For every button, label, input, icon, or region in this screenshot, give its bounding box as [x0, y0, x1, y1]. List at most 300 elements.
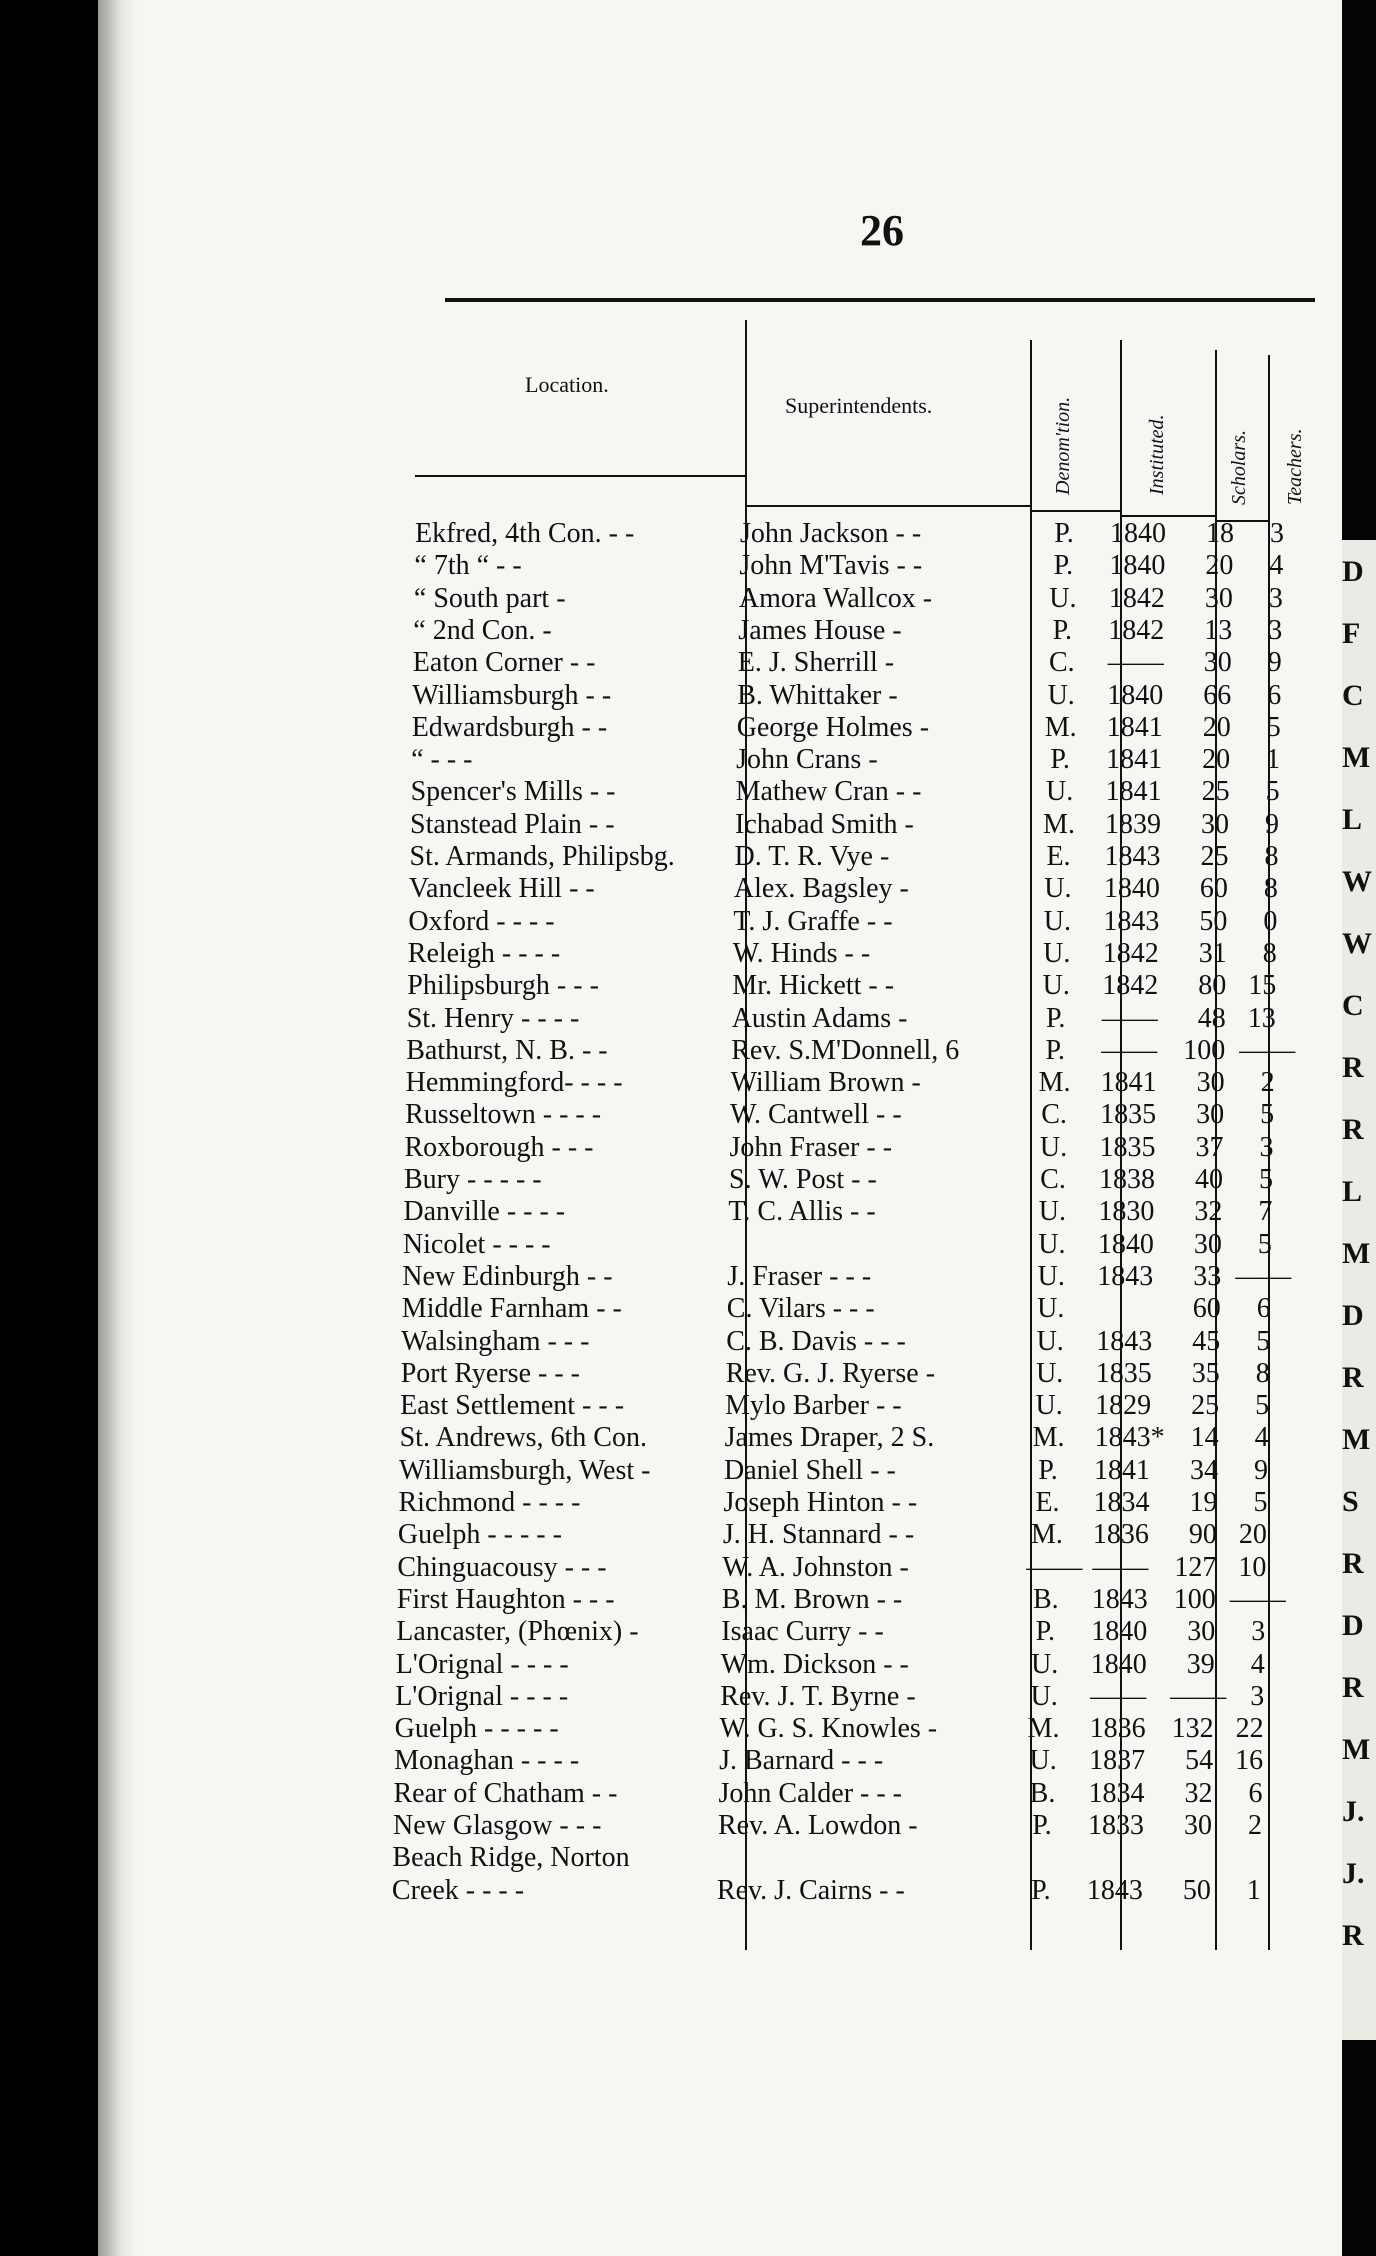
cell-teachers: 5 [1257, 1228, 1272, 1260]
cell-location: St. Armands, Philipsbg. [409, 841, 675, 872]
cell-denom: C. [1041, 1099, 1067, 1131]
cell-location: Oxford - - - - [408, 905, 555, 937]
table-row [0, 1584, 1318, 1616]
cell-location: First Haughton - - - [396, 1583, 615, 1615]
cell-instituted: 1843 [1097, 1260, 1154, 1292]
cell-location: Stanstead Plain - - [410, 808, 615, 840]
cell-denom: M. [1044, 711, 1077, 743]
cell-instituted: 1842 [1108, 614, 1165, 646]
cell-instituted: 1843 [1091, 1583, 1148, 1615]
facing-letter: C [1342, 989, 1364, 1022]
cell-denom: U. [1043, 905, 1072, 937]
cell-location: Lancaster, (Phœnix) - [396, 1616, 639, 1648]
cell-teachers: 6 [1248, 1777, 1263, 1809]
cell-instituted: 1841 [1094, 1454, 1150, 1486]
cell-teachers: 5 [1266, 711, 1281, 743]
cell-superintendent: T. J. Graffe - - [733, 905, 893, 937]
cell-denom: U. [1036, 1357, 1064, 1389]
cell-denom: M. [1032, 1422, 1065, 1454]
cell-location: L'Orignal - - - - [395, 1648, 569, 1680]
table-row [0, 1455, 1320, 1487]
cell-scholars: 60 [1192, 1293, 1221, 1325]
cell-teachers: 5 [1256, 1325, 1271, 1357]
cell-superintendent: John Jackson - - [740, 518, 922, 549]
cell-teachers: 1 [1266, 744, 1281, 776]
cell-location: Vancleek Hill - - [408, 873, 595, 905]
cell-location: Edwardsburgh - - [411, 711, 608, 743]
cell-superintendent: E. J. Sherrill - [737, 647, 895, 679]
cell-superintendent: W. Hinds - - [732, 937, 871, 969]
cell-location: “ - - - [411, 744, 473, 776]
cell-scholars: —— [1170, 1680, 1227, 1712]
cell-superintendent: William Brown - [730, 1067, 921, 1099]
cell-scholars: 19 [1189, 1487, 1218, 1518]
cell-teachers: 4 [1269, 550, 1284, 582]
cell-superintendent: B. M. Brown - - [721, 1583, 903, 1615]
cell-teachers: 8 [1263, 873, 1278, 905]
cell-teachers: 8 [1255, 1357, 1270, 1389]
cell-instituted: 1840 [1107, 679, 1164, 711]
cell-scholars: 80 [1198, 970, 1227, 1002]
cell-scholars: 127 [1174, 1551, 1217, 1583]
cell-superintendent: Alex. Bagsley - [733, 873, 909, 905]
cell-scholars: 30 [1193, 1228, 1222, 1260]
table-row [0, 776, 1332, 808]
table-row [0, 1164, 1325, 1196]
cell-scholars: 45 [1192, 1325, 1221, 1357]
cell-location: Roxborough - - - [404, 1131, 594, 1163]
cell-denom: M. [1030, 1519, 1063, 1551]
cell-denom: U. [1037, 1260, 1065, 1292]
cell-scholars: 33 [1193, 1260, 1222, 1292]
cell-superintendent: Rev. G. J. Ryerse - [725, 1357, 936, 1389]
cell-teachers: 3 [1270, 518, 1284, 549]
facing-letter: R [1342, 1361, 1364, 1394]
table-row [0, 1293, 1323, 1325]
table-row [0, 1745, 1315, 1777]
table-row [0, 1132, 1326, 1164]
cell-superintendent: B. Whittaker - [737, 679, 898, 711]
cell-instituted: —— [1090, 1680, 1147, 1712]
cell-denom: U. [1042, 970, 1070, 1002]
cell-denom: U. [1038, 1196, 1067, 1228]
cell-scholars: 20 [1202, 744, 1231, 776]
cell-location: Russeltown - - - - [405, 1099, 602, 1131]
facing-letter: D [1342, 555, 1364, 588]
cell-superintendent: John M'Tavis - - [739, 550, 923, 582]
cell-teachers: 1 [1246, 1874, 1261, 1906]
cell-instituted: 1834 [1093, 1487, 1150, 1518]
cell-scholars: 48 [1197, 1002, 1226, 1034]
table-row [0, 1616, 1317, 1648]
cell-superintendent: John Crans - [736, 744, 878, 776]
cell-scholars: 90 [1188, 1519, 1217, 1551]
cell-teachers: 9 [1254, 1454, 1268, 1486]
cell-instituted: —— [1092, 1551, 1149, 1583]
cell-scholars: 30 [1203, 647, 1232, 679]
cell-teachers: 6 [1256, 1293, 1271, 1325]
table-row [0, 1326, 1322, 1358]
cell-location: Releigh - - - - [407, 937, 561, 969]
cell-instituted: 1840 [1109, 550, 1166, 582]
cell-instituted: 1829 [1095, 1390, 1152, 1422]
cell-teachers: 5 [1255, 1390, 1270, 1422]
cell-superintendent: Rev. A. Lowdon - [718, 1810, 918, 1841]
cell-denom: P. [1045, 1002, 1066, 1034]
cell-denom: B. [1032, 1583, 1059, 1615]
cell-teachers: 13 [1247, 1002, 1276, 1034]
cell-instituted: 1834 [1088, 1777, 1145, 1809]
cell-instituted: 1843 [1086, 1874, 1143, 1906]
header-rule [745, 505, 1030, 507]
cell-superintendent: Mr. Hickett - - [732, 970, 895, 1002]
cell-denom: M. [1027, 1713, 1060, 1745]
cell-teachers: 8 [1262, 937, 1277, 969]
cell-scholars: 54 [1185, 1745, 1214, 1777]
table-row [0, 1552, 1318, 1584]
cell-scholars: 25 [1200, 841, 1229, 872]
cell-scholars: 35 [1191, 1357, 1220, 1389]
cell-denom: B. [1029, 1777, 1056, 1809]
cell-denom: U. [1035, 1390, 1063, 1422]
header-location: Location. [525, 372, 609, 397]
cell-teachers: 20 [1238, 1519, 1267, 1551]
cell-instituted: 1838 [1099, 1164, 1155, 1195]
cell-teachers: 2 [1248, 1810, 1262, 1841]
cell-scholars: 30 [1201, 808, 1229, 840]
cell-teachers: —— [1239, 1034, 1296, 1066]
facing-letter: L [1342, 803, 1363, 836]
table-row [0, 938, 1329, 970]
table-row [0, 1875, 1313, 1907]
cell-teachers: 3 [1251, 1616, 1266, 1648]
cell-teachers: 5 [1253, 1487, 1268, 1518]
cell-denom: U. [1037, 1293, 1065, 1325]
cell-teachers: 2 [1260, 1067, 1275, 1099]
cell-location: Ekfred, 4th Con. - - [415, 518, 635, 549]
table-row [0, 1649, 1317, 1681]
cell-denom: P. [1035, 1616, 1056, 1648]
facing-letter: M [1342, 741, 1371, 774]
cell-teachers: 0 [1263, 905, 1278, 937]
cell-teachers: 8 [1264, 841, 1279, 872]
cell-superintendent: J. Fraser - - - [727, 1260, 872, 1292]
cell-scholars: 37 [1195, 1131, 1224, 1163]
cell-denom: U. [1039, 1131, 1068, 1163]
facing-letter: M [1342, 1237, 1371, 1270]
cell-superintendent: John Fraser - - [729, 1131, 893, 1163]
cell-location: Guelph - - - - - [394, 1713, 559, 1745]
cell-instituted: 1839 [1105, 808, 1161, 840]
cell-location: Bathurst, N. B. - - [406, 1034, 608, 1066]
cell-instituted: 1830 [1098, 1196, 1155, 1228]
facing-letter: M [1342, 1733, 1371, 1766]
table-row [0, 1003, 1328, 1035]
header-rule [1120, 515, 1215, 517]
cell-scholars: 30 [1204, 582, 1233, 614]
cell-teachers: 16 [1235, 1745, 1264, 1777]
table-row [0, 906, 1329, 938]
table-row [0, 1519, 1319, 1551]
cell-location: Chinguacousy - - - [397, 1551, 607, 1583]
cell-instituted: 1842 [1102, 970, 1159, 1002]
header-scholars: Scholars. [1228, 430, 1250, 505]
cell-instituted: 1843 [1096, 1325, 1153, 1357]
table-row [0, 1713, 1316, 1745]
cell-scholars: 32 [1194, 1196, 1223, 1228]
header-superintendents: Superintendents. [785, 393, 933, 418]
cell-scholars: 100 [1183, 1034, 1226, 1066]
cell-denom: P. [1031, 1874, 1051, 1906]
cell-teachers: 3 [1250, 1680, 1265, 1712]
cell-denom: U. [1036, 1325, 1064, 1357]
cell-teachers: 5 [1265, 776, 1280, 808]
header-rule [415, 475, 745, 477]
table-row [0, 1229, 1324, 1261]
facing-letter: R [1342, 1547, 1364, 1580]
cell-scholars: 20 [1205, 550, 1234, 582]
cell-location: “ South part - [413, 582, 566, 614]
table-row [0, 1035, 1327, 1067]
cell-teachers: —— [1235, 1260, 1292, 1292]
cell-teachers: 4 [1250, 1648, 1265, 1680]
cell-superintendent: D. T. R. Vye - [734, 841, 890, 872]
table-row [0, 518, 1336, 550]
cell-location: Williamsburgh - - [412, 679, 612, 711]
table-row [0, 1099, 1326, 1131]
cell-scholars: 100 [1173, 1583, 1216, 1615]
cell-superintendent: Mathew Cran - - [735, 776, 922, 808]
cell-superintendent: Wm. Dickson - - [720, 1648, 909, 1680]
cell-superintendent: C. Vilars - - - [726, 1293, 875, 1325]
table-row [0, 1358, 1322, 1390]
cell-superintendent: George Holmes - [736, 711, 930, 743]
cell-instituted: 1842 [1108, 582, 1165, 614]
cell-instituted: —— [1101, 1034, 1158, 1066]
cell-scholars: 31 [1198, 937, 1227, 969]
cell-location: St. Henry - - - - [406, 1002, 580, 1034]
table-top-rule [445, 298, 1315, 302]
cell-denom: U. [1029, 1745, 1057, 1777]
table-row [0, 873, 1330, 905]
cell-teachers: 3 [1268, 614, 1283, 646]
cell-location: Guelph - - - - - [397, 1519, 562, 1551]
table-row [0, 1842, 1313, 1874]
cell-scholars: 25 [1191, 1390, 1220, 1422]
cell-instituted: —— [1107, 647, 1164, 679]
cell-location: East Settlement - - - [400, 1390, 625, 1422]
cell-instituted: 1842 [1102, 937, 1159, 969]
cell-superintendent: C. B. Davis - - - [726, 1325, 906, 1357]
cell-superintendent: Austin Adams - [731, 1002, 908, 1034]
header-rule [1030, 510, 1120, 512]
cell-location: Richmond - - - - [398, 1487, 581, 1518]
cell-superintendent: John Calder - - - [718, 1777, 903, 1809]
page-number: 26 [860, 206, 904, 255]
facing-letter: W [1342, 865, 1372, 898]
facing-letter: D [1342, 1609, 1364, 1642]
cell-denom: U. [1030, 1680, 1058, 1712]
header-denomination: Denom'tion. [1052, 396, 1074, 495]
cell-superintendent: Rev. J. T. Byrne - [720, 1680, 916, 1712]
cell-instituted: 1841 [1106, 744, 1163, 776]
facing-letter: M [1342, 1423, 1371, 1456]
cell-teachers: 6 [1267, 679, 1282, 711]
cell-scholars: 25 [1201, 776, 1230, 808]
cell-superintendent: James House - [738, 614, 902, 646]
cell-teachers: 5 [1259, 1164, 1273, 1195]
table-row [0, 841, 1331, 873]
cell-location: Beach Ridge, Norton [392, 1842, 630, 1874]
cell-scholars: 132 [1171, 1713, 1214, 1745]
table-row [0, 1778, 1315, 1810]
cell-scholars: 30 [1187, 1616, 1216, 1648]
cell-instituted: 1833 [1088, 1810, 1144, 1841]
table-row [0, 712, 1333, 744]
table-row [0, 1487, 1320, 1519]
cell-instituted: 1840 [1103, 873, 1160, 905]
cell-instituted: 1835 [1099, 1131, 1156, 1163]
facing-letter: R [1342, 1051, 1364, 1084]
cell-instituted: 1837 [1089, 1745, 1146, 1777]
cell-location: Williamsburgh, West - [399, 1454, 651, 1486]
cell-instituted: 1840 [1090, 1648, 1147, 1680]
cell-superintendent: J. Barnard - - - [719, 1745, 884, 1777]
header-teachers: Teachers. [1284, 428, 1306, 505]
cell-teachers: 5 [1260, 1099, 1275, 1131]
cell-teachers: 3 [1268, 582, 1283, 614]
cell-superintendent: Rev. S.M'Donnell, 6 [731, 1034, 960, 1066]
cell-location: Bury - - - - - [404, 1164, 542, 1195]
table-row [0, 550, 1335, 582]
cell-superintendent: Joseph Hinton - - [723, 1487, 918, 1518]
cell-denom: M. [1043, 808, 1075, 840]
cell-denom: M. [1038, 1067, 1071, 1099]
cell-scholars: 50 [1199, 905, 1228, 937]
cell-instituted: 1836 [1089, 1713, 1146, 1745]
cell-superintendent: Ichabad Smith - [735, 808, 914, 840]
table-row [0, 647, 1334, 679]
cell-superintendent: Mylo Barber - - [725, 1390, 902, 1422]
cell-location: “ 2nd Con. - [413, 614, 552, 646]
cell-scholars: 20 [1202, 711, 1231, 743]
cell-denom: —— [1026, 1551, 1083, 1583]
cell-teachers: 3 [1259, 1131, 1274, 1163]
cell-location: L'Orignal - - - - [395, 1680, 569, 1712]
facing-letter: J. [1342, 1857, 1365, 1890]
cell-superintendent: W. Cantwell - - [730, 1099, 902, 1131]
cell-superintendent: Isaac Curry - - [721, 1616, 884, 1648]
cell-teachers: —— [1229, 1583, 1286, 1615]
cell-location: “ 7th “ - - [414, 550, 522, 582]
cell-scholars: 40 [1195, 1164, 1223, 1195]
cell-superintendent: S. W. Post - - [729, 1164, 877, 1195]
cell-location: Philipsburgh - - - [407, 970, 599, 1002]
cell-teachers: 9 [1265, 808, 1279, 840]
facing-letter: R [1342, 1671, 1364, 1704]
table-row [0, 1261, 1323, 1293]
cell-superintendent: Daniel Shell - - [724, 1454, 896, 1486]
table-row [0, 615, 1334, 647]
cell-denom: U. [1038, 1228, 1066, 1260]
cell-location: St. Andrews, 6th Con. [399, 1422, 647, 1454]
cell-instituted: 1841 [1100, 1067, 1157, 1099]
cell-location: Creek - - - - [391, 1874, 525, 1906]
cell-instituted: 1836 [1092, 1519, 1149, 1551]
cell-scholars: 32 [1184, 1777, 1213, 1809]
table-row [0, 1681, 1316, 1713]
cell-instituted: 1843 [1104, 841, 1161, 872]
cell-instituted: 1843 [1103, 905, 1160, 937]
cell-location: Danville - - - - [403, 1196, 566, 1228]
header-instituted: Instituted. [1146, 414, 1168, 495]
table-row [0, 809, 1331, 841]
cell-location: New Edinburgh - - [402, 1260, 613, 1292]
cell-location: Walsingham - - - [401, 1325, 590, 1357]
cell-scholars: 60 [1199, 873, 1228, 905]
table-row [0, 1067, 1327, 1099]
facing-letter: R [1342, 1919, 1364, 1952]
facing-page-fragment [1336, 540, 1376, 2040]
cell-denom: P. [1054, 518, 1074, 549]
table-row [0, 680, 1333, 712]
cell-denom: P. [1045, 1034, 1065, 1066]
table-row [0, 744, 1332, 776]
cell-denom: C. [1048, 647, 1075, 679]
cell-scholars: 13 [1204, 614, 1233, 646]
cell-scholars: 39 [1186, 1648, 1215, 1680]
cell-denom: P. [1053, 550, 1074, 582]
cell-superintendent: J. H. Stannard - - [722, 1519, 915, 1551]
cell-instituted: 1841 [1106, 711, 1163, 743]
cell-denom: U. [1044, 873, 1072, 905]
cell-teachers: 7 [1258, 1196, 1273, 1228]
cell-scholars: 18 [1206, 518, 1234, 549]
cell-superintendent: Rev. J. Cairns - - [716, 1874, 905, 1906]
cell-denom: U. [1043, 937, 1071, 969]
table-row [0, 583, 1335, 615]
cell-denom: C. [1040, 1164, 1066, 1195]
cell-scholars: 30 [1196, 1099, 1225, 1131]
cell-location: Monaghan - - - - [394, 1745, 580, 1777]
cell-instituted: 1840 [1091, 1616, 1148, 1648]
cell-superintendent: T. C. Allis - - [728, 1196, 876, 1228]
facing-letter: D [1342, 1299, 1364, 1332]
cell-instituted: 1835 [1100, 1099, 1157, 1131]
facing-letter: S [1342, 1485, 1359, 1518]
cell-denom: P. [1052, 614, 1073, 646]
facing-letter: F [1342, 617, 1361, 650]
cell-scholars: 30 [1196, 1067, 1225, 1099]
facing-letter: R [1342, 1113, 1364, 1146]
cell-denom: P. [1032, 1810, 1052, 1841]
cell-scholars: 30 [1184, 1810, 1212, 1841]
table-row [0, 970, 1328, 1002]
cell-instituted: —— [1101, 1002, 1158, 1034]
facing-letter: C [1342, 679, 1364, 712]
facing-letter: W [1342, 927, 1372, 960]
cell-denom: E. [1046, 841, 1071, 872]
cell-scholars: 66 [1203, 679, 1232, 711]
cell-instituted: 1840 [1110, 518, 1166, 549]
cell-instituted: 1835 [1095, 1357, 1152, 1389]
cell-teachers: 10 [1238, 1551, 1267, 1583]
facing-letter: J. [1342, 1795, 1365, 1828]
cell-scholars: 14 [1190, 1422, 1219, 1454]
cell-superintendent: W. G. S. Knowles - [719, 1713, 938, 1745]
cell-scholars: 50 [1182, 1874, 1211, 1906]
cell-denom: E. [1035, 1487, 1060, 1518]
